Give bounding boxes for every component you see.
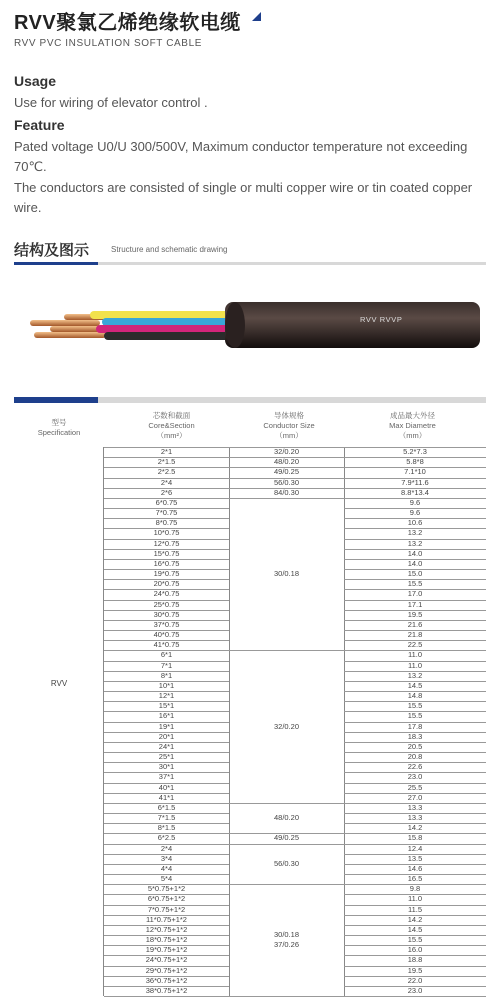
max-diameter-cell: 13.2 (407, 538, 423, 548)
conductor-size-cell: 56/0.30 (273, 858, 300, 868)
core-section-cell: 36*0.75+1*2 (145, 975, 188, 985)
core-section-cell: 25*0.75 (153, 599, 180, 609)
core-section-cell: 10*1 (158, 680, 175, 690)
max-diameter-cell: 22.5 (407, 640, 423, 650)
row-divider (229, 996, 344, 997)
conductor-size-cell: 48/0.20 (273, 813, 300, 823)
max-diameter-cell: 14.0 (407, 558, 423, 568)
max-diameter-cell: 14.6 (407, 863, 423, 873)
core-section-cell: 7*0.75 (155, 508, 178, 518)
max-diameter-cell: 8.8*13.4 (401, 487, 429, 497)
core-section-cell: 2*4 (160, 843, 173, 853)
core-section-cell: 7*1.5 (157, 813, 176, 823)
core-section-cell: 8*1.5 (157, 823, 176, 833)
max-diameter-cell: 11.0 (407, 660, 423, 670)
conductor-size-cell: 30/0.18 37/0.26 (273, 930, 300, 950)
core-section-cell: 24*1 (158, 741, 175, 751)
cable-label: RVV RVVP (360, 315, 403, 324)
spec-cell (14, 447, 104, 996)
spec-label: RVV (50, 679, 68, 688)
max-diameter-cell: 17.8 (407, 721, 423, 731)
structure-subheading: Structure and schematic drawing (111, 245, 228, 254)
max-diameter-cell: 13.2 (407, 670, 423, 680)
core-section-cell: 25*1 (158, 752, 175, 762)
feature-heading: Feature (14, 117, 65, 133)
core-section-cell: 30*1 (158, 762, 175, 772)
core-section-cell: 6*2.5 (157, 833, 176, 843)
max-diameter-cell: 25.5 (407, 782, 423, 792)
core-section-cell: 2*2.5 (157, 467, 176, 477)
conductor-size-cell: 84/0.30 (273, 487, 300, 497)
core-section-cell: 37*1 (158, 772, 175, 782)
core-section-cell: 7*1 (160, 660, 173, 670)
max-diameter-cell: 14.2 (407, 823, 423, 833)
max-diameter-cell: 12.4 (407, 843, 423, 853)
max-diameter-cell: 21.8 (407, 630, 423, 640)
core-section-cell: 40*0.75 (153, 630, 180, 640)
max-diameter-cell: 16.0 (407, 945, 423, 955)
core-section-cell: 20*1 (158, 731, 175, 741)
max-diameter-cell: 19.5 (407, 965, 423, 975)
max-diameter-cell: 9.6 (409, 497, 421, 507)
core-section-cell: 6*0.75 (155, 497, 178, 507)
max-diameter-cell: 7.9*11.6 (401, 477, 429, 487)
core-section-cell: 16*1 (158, 711, 175, 721)
core-section-cell: 15*1 (158, 701, 175, 711)
max-diameter-cell: 10.6 (407, 518, 423, 528)
core-section-cell: 40*1 (158, 782, 175, 792)
core-section-cell: 6*1 (160, 650, 173, 660)
max-diameter-cell: 19.5 (407, 609, 423, 619)
core-section-cell: 2*1.5 (157, 457, 176, 467)
core-section-cell: 19*0.75 (153, 569, 180, 579)
max-diameter-cell: 11.0 (407, 894, 423, 904)
row-divider (229, 884, 344, 885)
max-diameter-cell: 15.5 (407, 711, 423, 721)
max-diameter-cell: 18.8 (407, 955, 423, 965)
core-section-cell: 2*1 (160, 447, 173, 457)
row-divider (229, 844, 344, 845)
max-diameter-cell: 22.6 (407, 762, 423, 772)
max-diameter-cell: 16.5 (407, 874, 423, 884)
max-diameter-cell: 14.5 (407, 924, 423, 934)
core-section-cell: 20*0.75 (153, 579, 180, 589)
row-divider (229, 498, 344, 499)
max-diameter-cell: 20.8 (407, 752, 423, 762)
max-diameter-cell: 14.0 (407, 548, 423, 558)
core-section-cell: 24*0.75+1*2 (145, 955, 188, 965)
cable-illustration (30, 292, 480, 362)
core-section-cell: 5*0.75+1*2 (147, 884, 186, 894)
max-diameter-cell: 15.8 (407, 833, 423, 843)
conductor-size-cell: 30/0.18 (273, 569, 300, 579)
header-conductor: 导体规格 Conductor Size （mm） (263, 411, 315, 440)
feature-text-2: The conductors are consisted of single or multi copper wire or tin coated copper wire. (14, 180, 473, 215)
usage-text: Use for wiring of elevator control . (14, 95, 208, 110)
table-top-bar (14, 397, 486, 403)
conductor-size-cell: 48/0.20 (273, 457, 300, 467)
core-section-cell: 12*1 (158, 691, 175, 701)
max-diameter-cell: 23.0 (407, 985, 423, 995)
conductor-size-cell: 49/0.25 (273, 467, 300, 477)
feature-text-1: Pated voltage U0/U 300/500V, Maximum conductor temperature not exceeding 70℃. (14, 139, 468, 174)
cable-jacket (225, 302, 480, 348)
core-section-cell: 11*0.75+1*2 (146, 914, 187, 924)
core-section-cell: 10*0.75 (153, 528, 180, 538)
max-diameter-cell: 13.2 (407, 528, 423, 538)
header-diameter: 成品最大外径 Max Diametre （mm） (389, 411, 436, 440)
conductor-size-cell: 32/0.20 (273, 447, 300, 457)
core-section-cell: 16*0.75 (153, 558, 180, 568)
page-subtitle: RVV PVC INSULATION SOFT CABLE (14, 38, 203, 49)
core-section-cell: 38*0.75+1*2 (145, 985, 188, 995)
core-section-cell: 41*1 (158, 792, 175, 802)
max-diameter-cell: 9.6 (409, 508, 421, 518)
section-divider (14, 262, 486, 265)
max-diameter-cell: 23.0 (407, 772, 423, 782)
conductor-size-cell: 56/0.30 (273, 477, 300, 487)
max-diameter-cell: 15.0 (407, 569, 423, 579)
max-diameter-cell: 17.1 (407, 599, 423, 609)
core-section-cell: 5*4 (160, 874, 173, 884)
max-diameter-cell: 5.8*8 (406, 457, 424, 467)
conductor-size-cell: 32/0.20 (273, 721, 300, 731)
core-section-cell: 2*6 (160, 487, 173, 497)
max-diameter-cell: 18.3 (407, 731, 423, 741)
usage-heading: Usage (14, 73, 57, 89)
spec-table (14, 447, 486, 996)
core-section-cell: 6*0.75+1*2 (147, 894, 186, 904)
max-diameter-cell: 11.0 (407, 650, 423, 660)
max-diameter-cell: 13.3 (407, 813, 423, 823)
max-diameter-cell: 17.0 (407, 589, 423, 599)
header-core: 芯数和截面 Core&Section （mm²） (148, 411, 195, 440)
max-diameter-cell: 27.0 (407, 792, 423, 802)
max-diameter-cell: 5.2*7.3 (403, 447, 427, 457)
core-section-cell: 6*1.5 (157, 802, 176, 812)
max-diameter-cell: 13.5 (407, 853, 423, 863)
core-section-cell: 37*0.75 (153, 619, 180, 629)
max-diameter-cell: 15.5 (407, 579, 423, 589)
max-diameter-cell: 15.5 (407, 935, 423, 945)
max-diameter-cell: 15.5 (407, 701, 423, 711)
max-diameter-cell: 13.3 (407, 802, 423, 812)
max-diameter-cell: 7.1*10 (404, 467, 426, 477)
title-triangle-icon (252, 12, 261, 21)
max-diameter-cell: 20.5 (407, 741, 423, 751)
max-diameter-cell: 14.2 (407, 914, 423, 924)
max-diameter-cell: 21.6 (407, 619, 423, 629)
core-section-cell: 29*0.75+1*2 (145, 965, 188, 975)
core-section-cell: 18*0.75+1*2 (145, 935, 188, 945)
core-section-cell: 30*0.75 (153, 609, 180, 619)
row-divider (229, 650, 344, 651)
core-section-cell: 4*4 (160, 863, 173, 873)
core-section-cell: 41*0.75 (153, 640, 180, 650)
max-diameter-cell: 14.8 (407, 691, 423, 701)
page-title: RVV聚氯乙烯绝缘软电缆 (14, 12, 241, 34)
max-diameter-cell: 22.0 (407, 975, 423, 985)
core-section-cell: 2*4 (160, 477, 173, 487)
row-divider (344, 996, 486, 997)
core-section-cell: 8*1 (160, 670, 173, 680)
core-section-cell: 24*0.75 (153, 589, 180, 599)
core-section-cell: 12*0.75+1*2 (145, 924, 188, 934)
core-section-cell: 19*0.75+1*2 (145, 945, 188, 955)
row-divider (229, 803, 344, 804)
core-section-cell: 19*1 (158, 721, 175, 731)
header-spec: 型号 Specification (37, 418, 81, 437)
row-divider (104, 996, 229, 997)
structure-heading: 结构及图示 (14, 242, 90, 259)
max-diameter-cell: 14.5 (407, 680, 423, 690)
core-section-cell: 7*0.75+1*2 (147, 904, 186, 914)
conductor-size-cell: 49/0.25 (273, 833, 300, 843)
max-diameter-cell: 9.8 (409, 884, 421, 894)
core-section-cell: 15*0.75 (153, 548, 180, 558)
core-section-cell: 3*4 (160, 853, 173, 863)
core-section-cell: 8*0.75 (155, 518, 178, 528)
core-section-cell: 12*0.75 (153, 538, 180, 548)
max-diameter-cell: 11.5 (407, 904, 423, 914)
page-header (14, 6, 484, 49)
